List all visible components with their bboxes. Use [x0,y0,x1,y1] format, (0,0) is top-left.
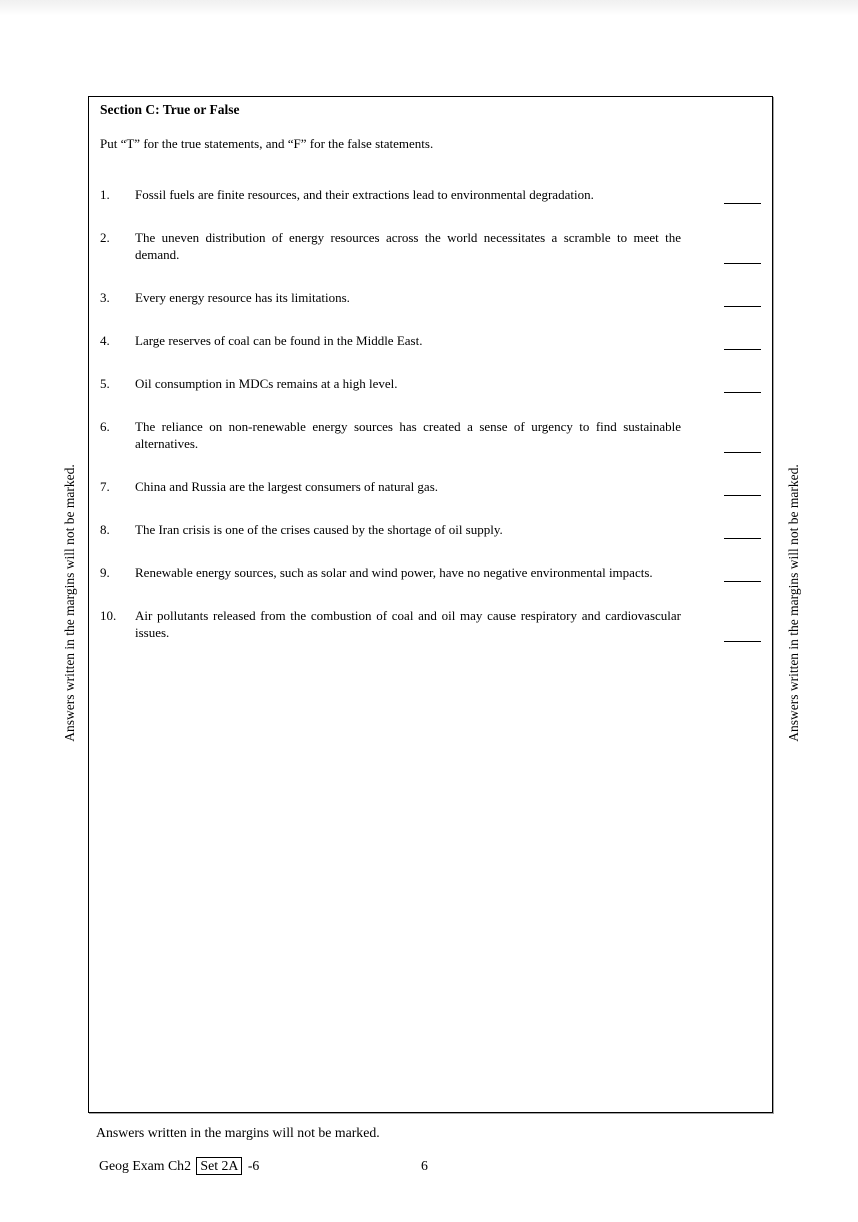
question-text: Renewable energy sources, such as solar and wind power, have no negative environmental impacts. [135,565,653,580]
right-margin-note: Answers written in the margins will not be marked. [786,464,801,742]
answer-blank[interactable] [724,641,761,642]
page-top-shadow [0,0,858,16]
instructions: Put “T” for the true statements, and “F” for the false statements. [100,136,434,151]
question-row [100,332,761,349]
question-row [100,289,761,306]
left-margin-note: Answers written in the margins will not be marked. [62,464,77,742]
question-row [100,186,761,203]
question-row [100,478,761,495]
question-number: 2. [100,230,110,245]
question-text: Large reserves of coal can be found in the Middle East. [135,333,423,348]
question-number: 10. [100,608,117,623]
answer-blank[interactable] [724,452,761,453]
doc-id-suffix: -6 [247,1158,260,1173]
question-text: Every energy resource has its limitations. [135,290,350,305]
footer-doc-id [99,1157,259,1175]
answer-blank[interactable] [724,495,761,496]
question-number: 3. [100,290,110,305]
question-text: Fossil fuels are finite resources, and their extractions lead to environmental degradation. [135,187,594,202]
question-row [100,418,761,452]
question-number: 4. [100,333,110,348]
page-number: 6 [421,1158,428,1173]
question-number: 7. [100,479,110,494]
doc-set-label: Set 2A [196,1157,242,1175]
question-text: The Iran crisis is one of the crises caused by the shortage of oil supply. [135,522,503,537]
questions-list [100,186,761,641]
question-text: Oil consumption in MDCs remains at a high level. [135,376,398,391]
answer-blank[interactable] [724,581,761,582]
question-number: 8. [100,522,110,537]
question-row [100,564,761,581]
answer-blank[interactable] [724,203,761,204]
footer-margin-note: Answers written in the margins will not be marked. [96,1125,380,1140]
answer-blank[interactable] [724,349,761,350]
question-number: 1. [100,187,110,202]
answer-blank[interactable] [724,263,761,264]
exam-content-box [88,96,773,1113]
answer-blank[interactable] [724,538,761,539]
section-title: Section C: True or False [100,102,240,117]
question-text: The reliance on non-renewable energy sources has created a sense of urgency to find sustainable alternatives. [135,419,681,451]
answer-blank[interactable] [724,306,761,307]
doc-id-prefix: Geog Exam Ch2 [99,1158,191,1173]
question-text: The uneven distribution of energy resources across the world necessitates a scramble to meet the demand. [135,230,681,262]
answer-blank[interactable] [724,392,761,393]
question-text: China and Russia are the largest consumers of natural gas. [135,479,439,494]
question-text: Air pollutants released from the combustion of coal and oil may cause respiratory and cardiovascular issues. [135,608,681,640]
question-number: 5. [100,376,110,391]
question-number: 6. [100,419,110,434]
question-row [100,521,761,538]
question-row [100,229,761,263]
question-row [100,375,761,392]
question-number: 9. [100,565,110,580]
question-row [100,607,761,641]
